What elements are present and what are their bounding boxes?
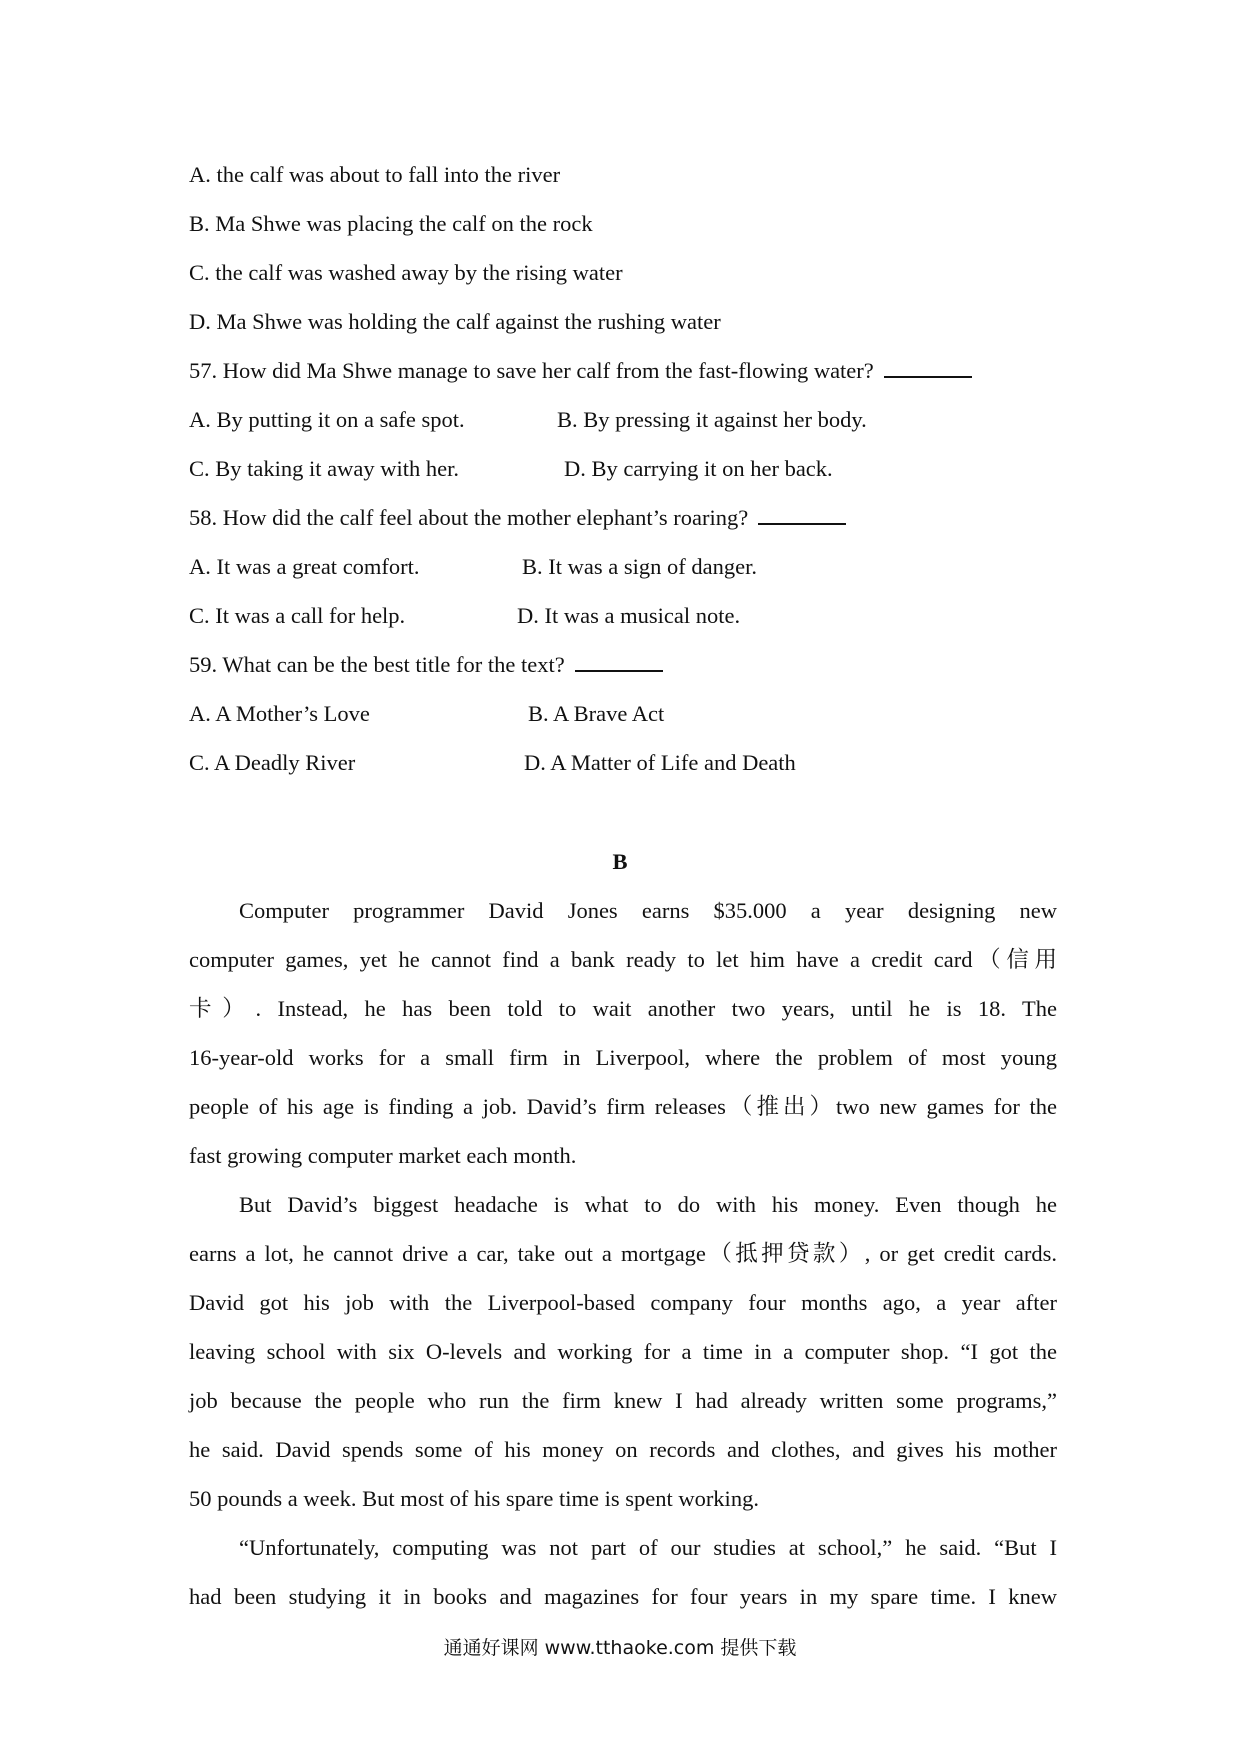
paragraph-line: Computer programmer David Jones earns $35.000 a year designing new (239, 898, 1057, 923)
q56-option-c: C. the calf was washed away by the rising water (189, 260, 623, 285)
q57-option-c: C. By taking it away with her. (189, 456, 459, 481)
q58-option-c: C. It was a call for help. (189, 603, 406, 628)
paragraph-line: earns a lot, he cannot drive a car, take out a mortgage（抵押贷款）, or get credit cards. (189, 1241, 1057, 1266)
paragraph-line: computer games, yet he cannot find a bank ready to let him have a credit card（信用 (189, 947, 1057, 972)
paragraph-line: 16-year-old works for a small firm in Liverpool, where the problem of most young (189, 1045, 1057, 1070)
paragraph-line: people of his age is finding a job. David’s firm releases（推出）two new games for the (189, 1094, 1057, 1119)
q58-option-b: B. It was a sign of danger. (522, 554, 757, 579)
q57-option-b: B. By pressing it against her body. (557, 407, 867, 432)
q59-option-b: B. A Brave Act (528, 701, 665, 726)
q56-option-d: D. Ma Shwe was holding the calf against the rushing water (189, 309, 721, 334)
q58-question-line (189, 503, 846, 533)
page-footer: 通通好课网 www.tthaoke.com 提供下载 (443, 1637, 797, 1659)
q59-question: 59. What can be the best title for the text? (189, 652, 565, 677)
paragraph-line: had been studying it in books and magazines for four years in my spare time. I knew (189, 1584, 1057, 1609)
section-title: B (612, 849, 628, 874)
paragraph-line: “Unfortunately, computing was not part of our studies at school,” he said. “But I (239, 1535, 1057, 1560)
paragraph-line: leaving school with six O-levels and working for a time in a computer shop. “I got the (189, 1339, 1057, 1364)
paragraph-line: he said. David spends some of his money on records and clothes, and gives his mother (189, 1437, 1057, 1462)
paragraph-line: 50 pounds a week. But most of his spare time is spent working. (189, 1486, 759, 1511)
q56-option-a: A. the calf was about to fall into the river (189, 162, 561, 187)
paragraph-line: But David’s biggest headache is what to do with his money. Even though he (239, 1192, 1057, 1217)
paragraph-line: job because the people who run the firm knew I had already written some programs,” (189, 1388, 1057, 1413)
q57-question: 57. How did Ma Shwe manage to save her calf from the fast-flowing water? (189, 358, 874, 383)
q59-question-line (189, 650, 663, 680)
q57-option-d: D. By carrying it on her back. (564, 456, 833, 481)
paragraph-line: David got his job with the Liverpool-based company four months ago, a year after (189, 1290, 1057, 1315)
q58-option-d: D. It was a musical note. (517, 603, 741, 628)
q58-question: 58. How did the calf feel about the mother elephant’s roaring? (189, 505, 749, 530)
q57-answer-blank[interactable] (884, 356, 972, 378)
q59-option-d: D. A Matter of Life and Death (524, 750, 796, 775)
q59-option-c: C. A Deadly River (189, 750, 356, 775)
q59-option-a: A. A Mother’s Love (189, 701, 370, 726)
q57-question-line (189, 356, 972, 386)
q56-option-b: B. Ma Shwe was placing the calf on the rock (189, 211, 593, 236)
q57-option-a: A. By putting it on a safe spot. (189, 407, 465, 432)
q58-answer-blank[interactable] (758, 503, 846, 525)
paragraph-line: fast growing computer market each month. (189, 1143, 577, 1168)
paragraph-line: 卡）. Instead, he has been told to wait another two years, until he is 18. The (189, 996, 1057, 1021)
q58-option-a: A. It was a great comfort. (189, 554, 420, 579)
q59-answer-blank[interactable] (575, 650, 663, 672)
